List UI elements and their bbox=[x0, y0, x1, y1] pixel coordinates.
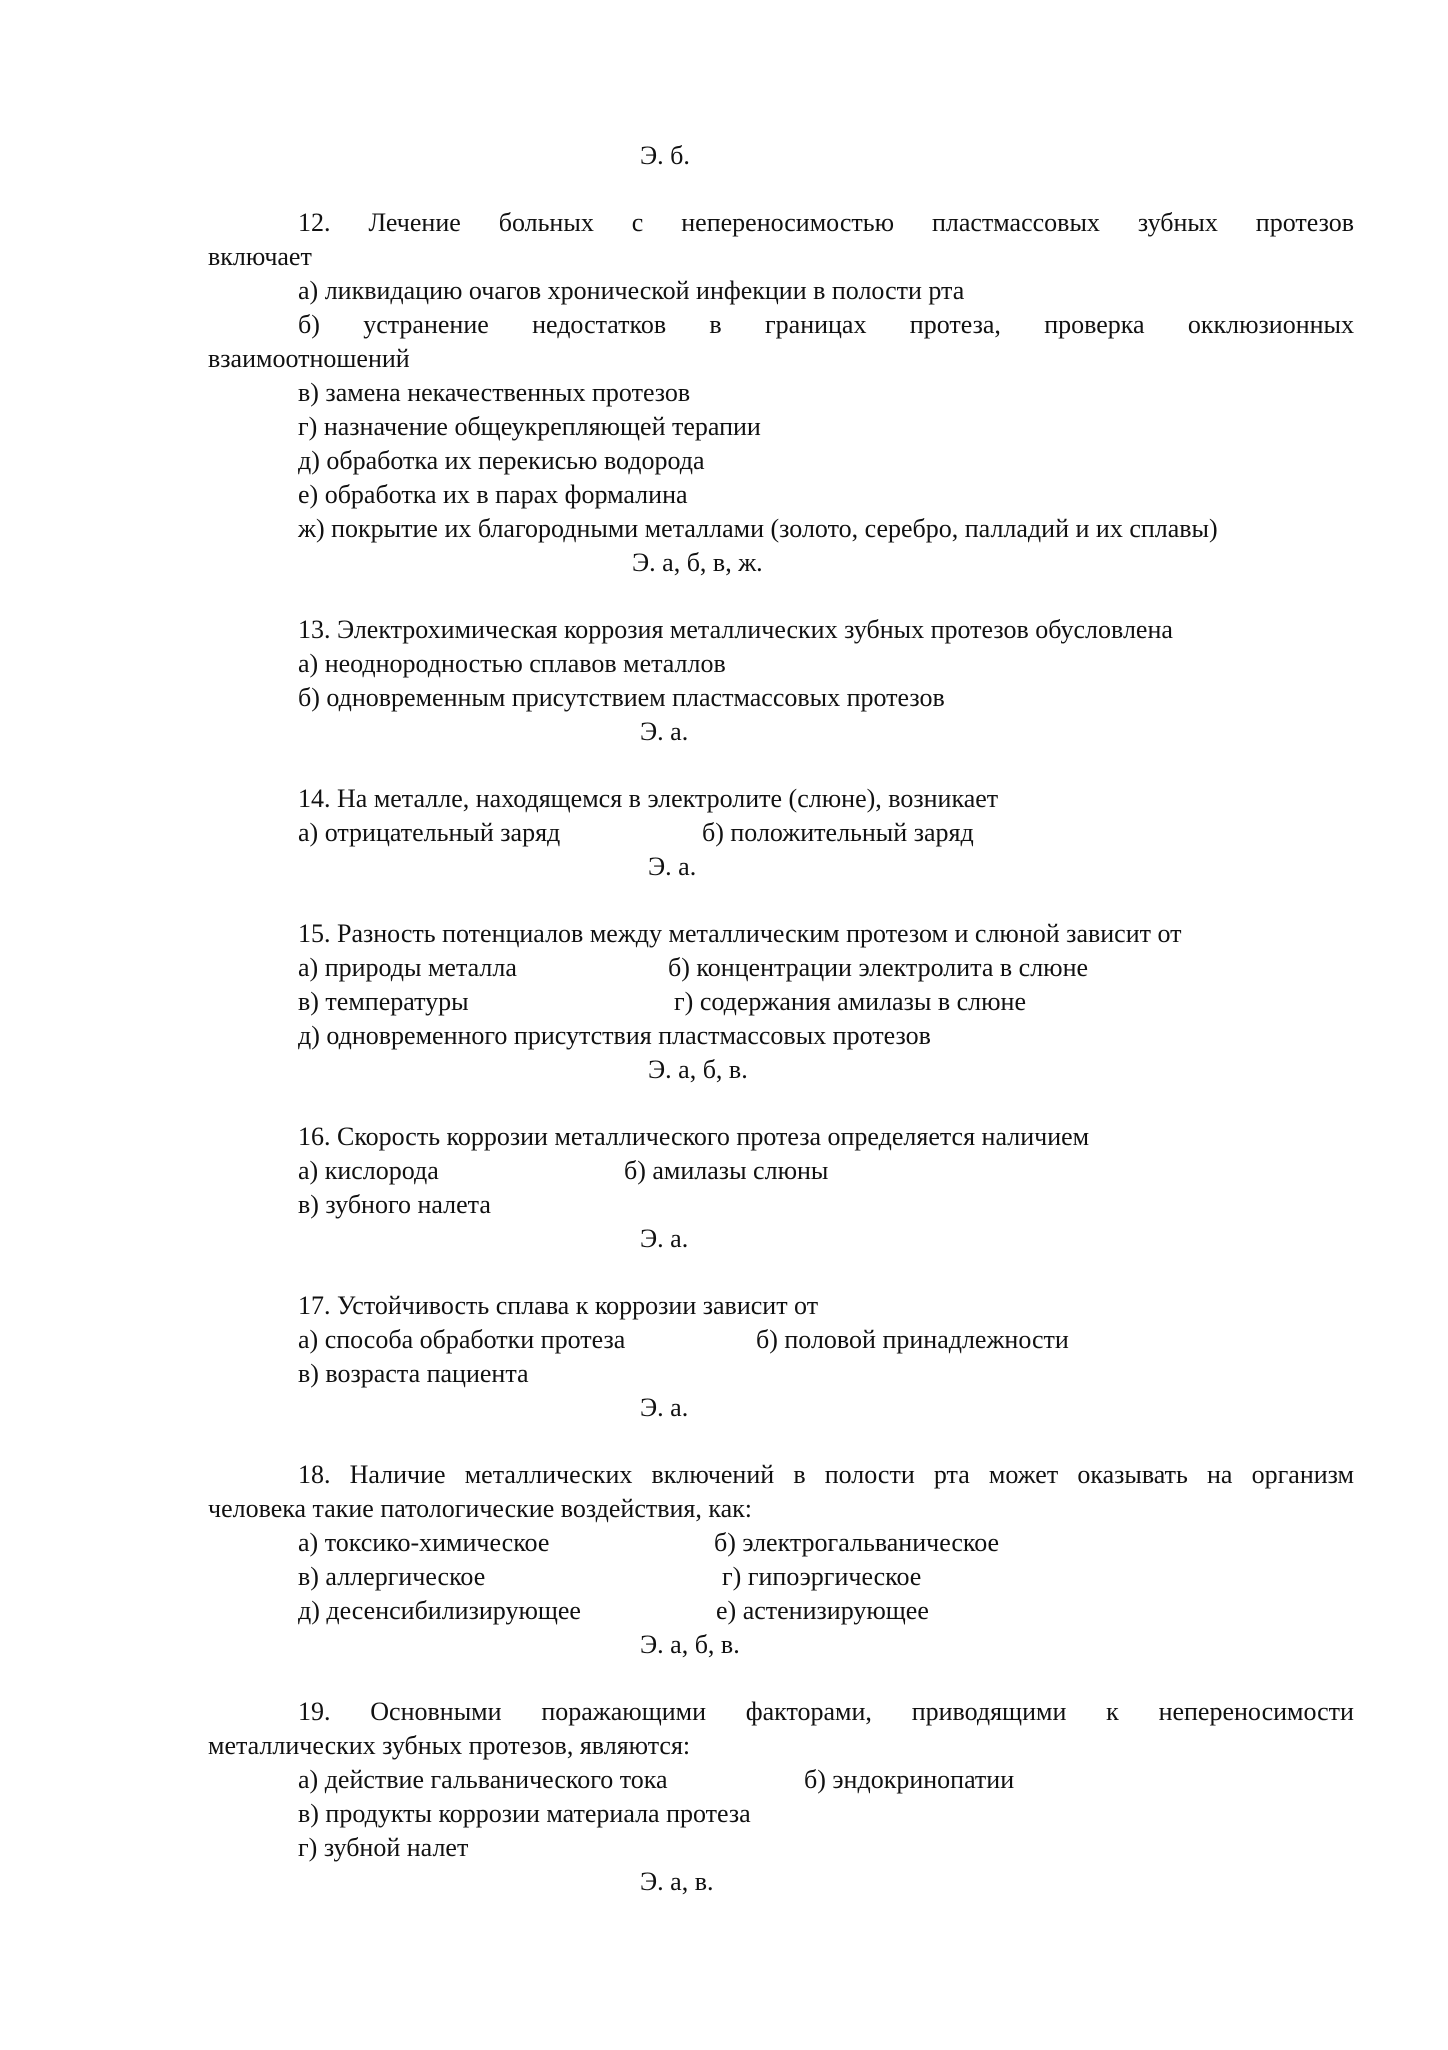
q19-stem-line1 bbox=[298, 1696, 1354, 1728]
q18-option-b: б) электрогальваническое bbox=[714, 1528, 1000, 1557]
q14-option-b: б) положительный заряд bbox=[702, 818, 974, 847]
q16-option-a: а) кислорода bbox=[298, 1156, 439, 1185]
q15-option-g: г) содержания амилазы в слюне bbox=[674, 987, 1027, 1016]
q19-stem-line1-word: Основными bbox=[370, 1697, 502, 1726]
q16-option-b: б) амилазы слюны bbox=[624, 1156, 829, 1185]
q12-option-b-line1-word: в bbox=[709, 310, 722, 339]
q14-stem: 14. На металле, находящемся в электролите (слюне), возникает bbox=[298, 784, 999, 813]
q12-option-b-line1-word: б) bbox=[298, 310, 320, 339]
q18-option-d: д) десенсибилизирующее bbox=[298, 1596, 581, 1625]
q19-stem-line1-word: приводящими bbox=[911, 1697, 1067, 1726]
q18-stem-line2: человека такие патологические воздействия, как: bbox=[208, 1494, 753, 1523]
q12-option-b-line1-word: недостатков bbox=[532, 310, 667, 339]
q13-option-a: а) неоднородностью сплавов металлов bbox=[298, 649, 726, 678]
q15-option-b: б) концентрации электролита в слюне bbox=[668, 953, 1089, 982]
q13-answer: Э. а. bbox=[640, 717, 689, 746]
q15-answer: Э. а, б, в. bbox=[648, 1055, 748, 1084]
q11-answer: Э. б. bbox=[640, 141, 690, 170]
q12-stem-line1-word: пластмассовых bbox=[931, 208, 1100, 237]
q18-option-a: а) токсико-химическое bbox=[298, 1528, 550, 1557]
q12-stem-line1-word: Лечение bbox=[368, 208, 461, 237]
q12-stem-line1-word: с bbox=[631, 208, 644, 237]
q18-option-v: в) аллергическое bbox=[298, 1562, 486, 1591]
q14-option-a: а) отрицательный заряд bbox=[298, 818, 561, 847]
q13-stem: 13. Электрохимическая коррозия металлических зубных протезов обусловлена bbox=[298, 615, 1173, 644]
q16-option-v: в) зубного налета bbox=[298, 1190, 491, 1219]
q18-stem-line1-word: рта bbox=[933, 1460, 970, 1489]
q12-option-v: в) замена некачественных протезов bbox=[298, 378, 691, 407]
q19-stem-line2: металлических зубных протезов, являются: bbox=[208, 1731, 691, 1760]
q18-stem-line1-word: в bbox=[793, 1460, 806, 1489]
q19-stem-line1-word: факторами, bbox=[745, 1697, 872, 1726]
q18-option-e: е) астенизирующее bbox=[716, 1596, 929, 1625]
q12-option-b-line1-word: окклюзионных bbox=[1187, 310, 1354, 339]
q18-stem-line1-word: полости bbox=[824, 1460, 915, 1489]
q15-option-v: в) температуры bbox=[298, 987, 469, 1016]
q16-stem: 16. Скорость коррозии металлического протеза определяется наличием bbox=[298, 1122, 1090, 1151]
q15-stem: 15. Разность потенциалов между металлическим протезом и слюной зависит от bbox=[298, 919, 1182, 948]
q17-option-a: а) способа обработки протеза bbox=[298, 1325, 626, 1354]
q12-option-e: е) обработка их в парах формалина bbox=[298, 480, 688, 509]
q18-answer: Э. а, б, в. bbox=[640, 1630, 740, 1659]
q15-option-d: д) одновременного присутствия пластмассовых протезов bbox=[298, 1021, 931, 1050]
q17-option-v: в) возраста пациента bbox=[298, 1359, 529, 1388]
q12-stem-line2: включает bbox=[208, 242, 312, 271]
q17-option-b: б) половой принадлежности bbox=[756, 1325, 1069, 1354]
q18-stem-line1-word: может bbox=[988, 1460, 1059, 1489]
q19-option-a: а) действие гальванического тока bbox=[298, 1765, 668, 1794]
q18-stem-line1-word: включений bbox=[651, 1460, 775, 1489]
q12-stem-line1-word: протезов bbox=[1255, 208, 1354, 237]
q18-stem-line1 bbox=[298, 1459, 1354, 1491]
q12-option-b-line1 bbox=[298, 309, 1354, 341]
q12-option-b-line1-word: устранение bbox=[363, 310, 489, 339]
q18-stem-line1-word: организм bbox=[1251, 1460, 1354, 1489]
q12-stem-line1-word: непереносимостью bbox=[681, 208, 894, 237]
q14-answer: Э. а. bbox=[648, 852, 697, 881]
q18-stem-line1-word: Наличие bbox=[349, 1460, 446, 1489]
q12-option-a: а) ликвидацию очагов хронической инфекции в полости рта bbox=[298, 276, 965, 305]
q12-option-g: г) назначение общеукрепляющей терапии bbox=[298, 412, 761, 441]
q12-option-b-line2: взаимоотношений bbox=[208, 344, 410, 373]
q12-stem-line1-word: 12. bbox=[298, 208, 331, 237]
q19-option-v: в) продукты коррозии материала протеза bbox=[298, 1799, 751, 1828]
q19-answer: Э. а, в. bbox=[640, 1867, 714, 1896]
q19-stem-line1-word: к bbox=[1106, 1697, 1119, 1726]
q12-answer: Э. а, б, в, ж. bbox=[632, 548, 763, 577]
q19-option-g: г) зубной налет bbox=[298, 1833, 469, 1862]
q17-stem: 17. Устойчивость сплава к коррозии зависит от bbox=[298, 1291, 819, 1320]
q18-stem-line1-word: металлических bbox=[464, 1460, 633, 1489]
q17-answer: Э. а. bbox=[640, 1393, 689, 1422]
q12-stem-line1-word: больных bbox=[498, 208, 594, 237]
q18-option-g: г) гипоэргическое bbox=[722, 1562, 922, 1591]
q13-option-b: б) одновременным присутствием пластмассовых протезов bbox=[298, 683, 945, 712]
q15-option-a: а) природы металла bbox=[298, 953, 517, 982]
q12-stem-line1-word: зубных bbox=[1137, 208, 1218, 237]
q12-option-b-line1-word: протеза, bbox=[909, 310, 1001, 339]
q18-stem-line1-word: 18. bbox=[298, 1460, 331, 1489]
q12-option-d: д) обработка их перекисью водорода bbox=[298, 446, 705, 475]
q16-answer: Э. а. bbox=[640, 1224, 689, 1253]
q19-stem-line1-word: 19. bbox=[298, 1697, 331, 1726]
q12-option-zh: ж) покрытие их благородными металлами (золото, серебро, палладий и их сплавы) bbox=[298, 514, 1218, 543]
q19-stem-line1-word: непереносимости bbox=[1158, 1697, 1354, 1726]
q12-option-b-line1-word: проверка bbox=[1044, 310, 1145, 339]
q18-stem-line1-word: на bbox=[1207, 1460, 1233, 1489]
q12-option-b-line1-word: границах bbox=[764, 310, 867, 339]
q18-stem-line1-word: оказывать bbox=[1077, 1460, 1188, 1489]
q19-option-b: б) эндокринопатии bbox=[804, 1765, 1015, 1794]
q12-stem-line1 bbox=[298, 207, 1354, 239]
q19-stem-line1-word: поражающими bbox=[541, 1697, 707, 1726]
